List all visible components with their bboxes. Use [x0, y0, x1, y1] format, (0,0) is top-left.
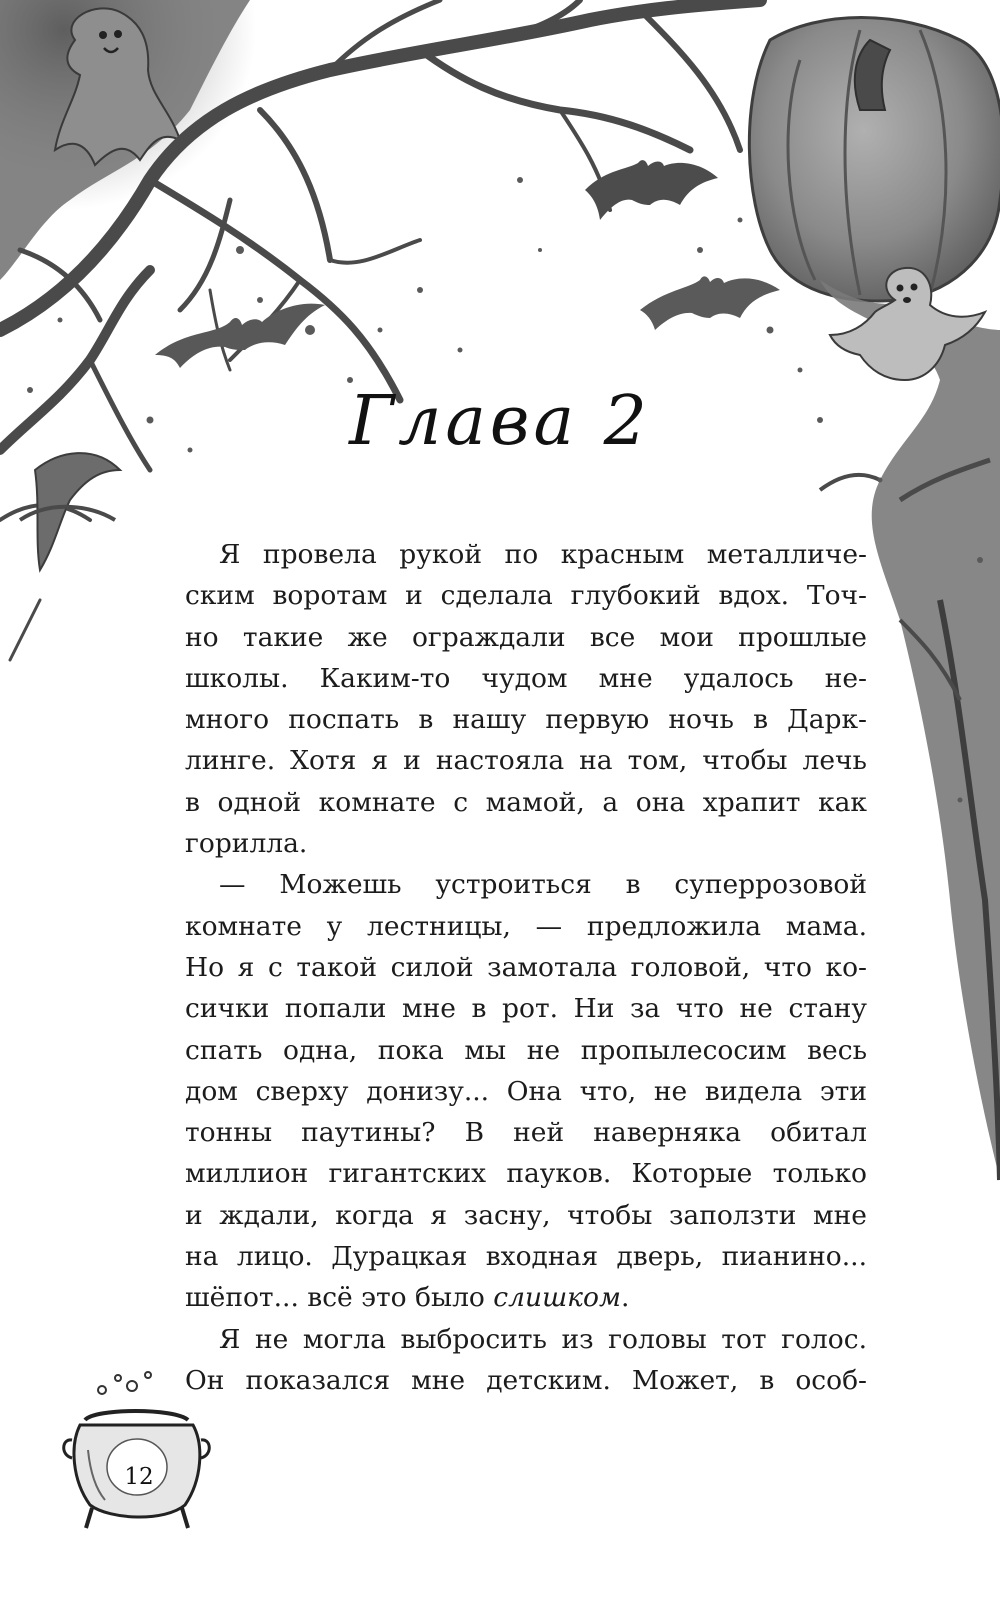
text-line: дом сверху донизу... Она что, не видела эти: [185, 1075, 867, 1107]
page-number: 12: [124, 1464, 154, 1490]
text-line: Я не могла выбросить из головы тот голос.: [219, 1323, 867, 1355]
text-line: в одной комнате с мамой, а она храпит как: [185, 786, 867, 818]
text-line: горилла.: [185, 828, 308, 860]
paragraph: [185, 534, 867, 864]
text-line: комнате у лестницы, — предложила мама.: [185, 910, 867, 942]
text-line: на лицо. Дурацкая входная дверь, пианино...: [185, 1241, 867, 1273]
text-line: линге. Хотя я и настояла на том, чтобы лечь: [185, 745, 867, 777]
emphasized-word: слишком: [493, 1282, 621, 1314]
bat-icon: [155, 304, 325, 368]
text-line: школы. Каким-то чудом мне удалось не-: [185, 662, 867, 694]
bat-icon: [640, 276, 780, 330]
paragraph: [185, 1319, 867, 1402]
text-line: [185, 1277, 867, 1318]
text-line: Я провела рукой по красным металличе-: [219, 539, 867, 570]
bat-icon: [585, 160, 718, 220]
text-line: Но я с такой силой замотала головой, что ко-: [185, 951, 867, 983]
pumpkin-icon: [749, 18, 1000, 301]
text-line: — Можешь устроиться в суперрозовой: [219, 869, 867, 901]
chapter-body-text: [185, 534, 867, 1401]
text-line: миллион гигантских пауков. Которые только: [185, 1158, 867, 1190]
text-line: спать одна, пока мы не пропылесосим весь: [185, 1034, 867, 1066]
text-fragment: шёпот... всё это было: [185, 1282, 494, 1314]
text-line: но такие же ограждали все мои прошлые: [185, 621, 867, 653]
text-line: тонны паутины? В ней наверняка обитал: [185, 1117, 867, 1149]
chapter-title: Глава 2: [349, 382, 651, 461]
text-line: Он показался мне детским. Может, в особ-: [185, 1364, 867, 1396]
text-line: и ждали, когда я засну, чтобы заползти мне: [185, 1199, 867, 1231]
text-line: сички попали мне в рот. Ни за что не стану: [185, 993, 867, 1025]
paragraph: [185, 864, 867, 1318]
text-fragment: .: [620, 1282, 630, 1314]
text-line: много поспать в нашу первую ночь в Дарк-: [185, 704, 867, 736]
text-line: ским воротам и сделала глубокий вдох. Точ-: [185, 580, 867, 612]
